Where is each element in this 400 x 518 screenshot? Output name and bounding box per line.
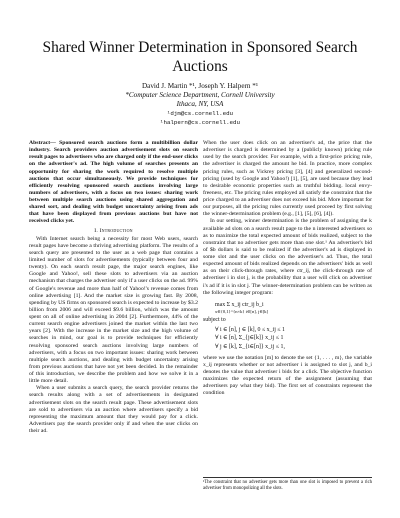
integer-program	[203, 301, 372, 351]
paper-title: Shared Winner Determination in Sponsored Search Auctions	[42, 39, 358, 75]
author-block	[20, 82, 380, 127]
left-column	[29, 140, 198, 435]
equation-constraint-1: ∀ i ∈ [n], j ∈ [k], 0 ≤ x_ij ≤ 1	[215, 327, 285, 334]
author-names: David J. Martin *¹, Joseph Y. Halpern *¹	[141, 82, 259, 90]
body-paragraph: In our setting, winner determination is the problem of assigning the k available ad slots on a search result page to the n interested advertisers so as to maximize the total expected amount of bids realized, subject to the constraint that no advertiser gets more than one slot.¹ An advertiser's bid of $b dollars is said to be realized if the advertiser's ad is displayed in some slot and the user clicks on the advertiser's ad. Thus, the total expected amount of bids realized depends on the advertisers' bids as well as on their click-through rates, where ctr_ij, the click-through rate of advertiser i in slot j, is the probability that a user will click on advertiser i's ad if it is in slot j. The winner-determination problem can be written as the following integer program:	[203, 218, 372, 296]
section-heading-introduction: I. Introduction	[94, 227, 133, 234]
body-paragraph: When the user does click on an advertiser's ad, the price that the advertiser is charged is determined by a (publicly known) pricing rule used by the search provider. For example, with a first-price pricing rule, the advertiser is charged the amount he bid. In practice, more complex pricing rules, such as Vickrey pricing [3], [4] and generalized second-pricing (used by Google and Yahoo!) [1], [5], are used because they lead to desirable economic properties such as truthful bidding. local envy-freeness, etc. The pricing rules employed all satisfy the constraint that the price charged to an advertiser does not exceed his bid. More important for our purposes, all the pricing rules currently used proceed by first solving the winner-determination problem (e.g., [1], [5], [6], [4]).	[203, 140, 372, 218]
equation-constraint-2: ∀ i ∈ [n], Σ_{j∈[k]} x_ij ≤ 1	[215, 335, 284, 342]
footnote: ¹The constraint that no advertiser gets more than one slot is imposed to prevent a rich advertiser from monopolizing all the slots.	[203, 477, 372, 492]
body-paragraph: With Internet search being a necessity for most Web users, search result pages have become a thriving advertising platform. The results of a search query are presented to the user as a web page that contains a limited number of slots for advertisements (typically between four and twenty). On each search result page, the major search engines, like Google and Yahoo!, sell these slots to advertisers via an auction mechanism that charges the advertiser only if a user clicks on the ad. 99% of Google's revenue and more than half of Yahoo!'s revenue comes from online advertising [1]. And the market size is growing fast. By 2008, spending by US firms on sponsored search is expected to increase by $3.2 billion from 2006 and will exceed $9.6 billion, which was the amount spent on all of online advertising in 2004 [2]. Furthermore, 44% of the current search engine advertisers joined the market within the last two years [2]. With the increase in the market size and the high volume of searches in mind, our goal is to provide techniques for efficiently resolving sponsored search auctions involving large numbers of advertisers, with a focus on two important issues: sharing work between multiple search auctions, and dealing with budget uncertainty arising from previous auctions that have not yet been decided. In the remainder of this introduction, we describe the problem and how we solve it in a little more detail.	[29, 235, 198, 385]
affiliation-line-2: Ithaca, NY, USA	[176, 100, 224, 108]
equation-objective: max Σ x_ij ctr_ij b_i	[215, 301, 264, 308]
equation-constraint-3: ∀ j ∈ [k], Σ_{i∈[n]} x_ij ≤ 1,	[215, 343, 285, 350]
equation-subject-to: subject to	[203, 316, 226, 323]
body-paragraph: where we use the notation [m] to denote the set {1, . . . , m}, the variable x_ij represents whether or not advertiser i is assigned to slot j, and b_i denotes the value that advertiser i bids for a click. The objective function maximizes the expected return of the assignment (assuming that advertisers pay what they bid). The first set of constraints represent the condition	[203, 354, 372, 397]
body-paragraph: When a user submits a search query, the search provider returns the search results along with a set of advertisements in designated advertisement slots on the search result page. These advertisement slots are sold to advertisers via an auction where advertisers specify a bid representing the maximum amount that they would pay for a click. Advertisers pay the search provider only if and when the user clicks on their ad.	[29, 385, 198, 434]
affiliation-line-1: *Computer Science Department, Cornell University	[125, 91, 275, 99]
equation-objective-subscript: x∈{0,1}^{n×k} i∈[n], j∈[k]	[215, 308, 269, 314]
abstract: Abstract— Sponsored search auctions form a multibillion dollar industry. Search providers auction advertisement slots on search result pages to advertisers who are charged only if the end-user clicks on the advertiser's ad. The high volume of searches presents an opportunity for sharing the work required to resolve multiple auctions that occur simultaneously. We provide techniques for efficiently resolving sponsored search auctions involving large numbers of advertisers, with a focus on two issues: sharing work between multiple search auctions using shared aggregation and shared sort, and dealing with budget uncertainty arising from ads that have been displayed from previous auctions but have not received clicks yet.	[29, 140, 198, 225]
author-email-2: ¹halpern@cs.cornell.edu	[159, 119, 240, 126]
right-column	[203, 140, 372, 398]
author-email-1: ¹djm@cs.cornell.edu	[166, 110, 234, 117]
